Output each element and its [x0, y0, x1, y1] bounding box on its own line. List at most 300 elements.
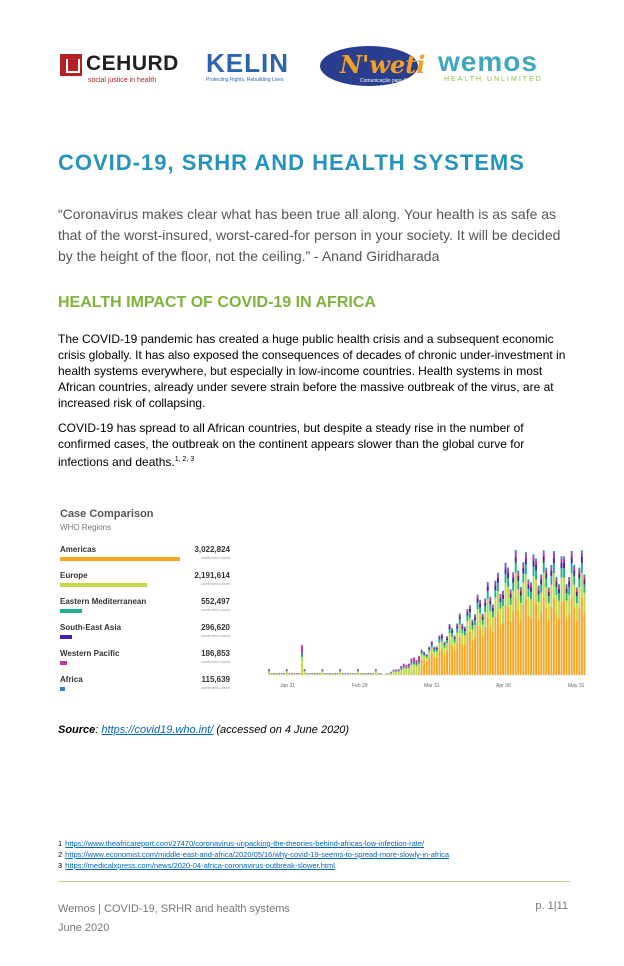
timeseries-bar-segment	[316, 674, 318, 675]
timeseries-bar-segment	[543, 553, 545, 557]
timeseries-bar-segment	[477, 595, 479, 597]
region-bar	[60, 583, 147, 587]
timeseries-bar-segment	[500, 602, 502, 608]
footnote-link[interactable]: https://medicalxpress.com/news/2020-04-africa-coronavirus-outbreak-slower.html	[65, 861, 335, 870]
timeseries-bar-segment	[568, 582, 570, 587]
timeseries-bar-segment	[558, 589, 560, 594]
timeseries-bar-segment	[438, 637, 440, 639]
timeseries-bar-segment	[444, 642, 446, 643]
timeseries-bar-segment	[268, 671, 270, 674]
timeseries-bar-segment	[482, 614, 484, 615]
timeseries-bar-segment	[355, 674, 357, 675]
timeseries-bar-segment	[563, 559, 565, 563]
timeseries-bar-segment	[349, 674, 351, 675]
timeseries-bar-segment	[293, 674, 295, 675]
timeseries-bar-segment	[520, 591, 522, 595]
region-name: Africa	[60, 675, 83, 684]
region-bar	[60, 609, 82, 613]
timeseries-bar-segment	[446, 651, 448, 675]
timeseries-bar-segment	[469, 609, 471, 612]
timeseries-bar-segment	[449, 629, 451, 633]
timeseries-bar-segment	[431, 641, 433, 642]
timeseries-bar-segment	[494, 598, 496, 617]
timeseries-bar-segment	[400, 670, 402, 675]
timeseries-bar-segment	[538, 587, 540, 590]
timeseries-bar-segment	[505, 605, 507, 675]
timeseries-bar-segment	[479, 600, 481, 602]
timeseries-bar-segment	[393, 670, 395, 671]
timeseries-bar-segment	[339, 671, 341, 672]
nweti-tagline: Comunicação para Saúde	[360, 78, 418, 84]
timeseries-bar-segment	[375, 671, 377, 674]
timeseries-bar-segment	[558, 584, 560, 586]
timeseries-bar-segment	[271, 674, 273, 675]
timeseries-bar-segment	[578, 568, 580, 570]
timeseries-bar-segment	[578, 570, 580, 573]
timeseries-bar-segment	[319, 674, 321, 675]
timeseries-bar-segment	[576, 596, 578, 603]
timeseries-bar-segment	[515, 573, 517, 598]
timeseries-bar-segment	[561, 568, 563, 577]
timeseries-bar-segment	[535, 564, 537, 570]
footnote-link[interactable]: https://www.theafricareport.com/27470/coronavirus-unpacking-the-theories-behind-africas-low-infection-rate/	[65, 839, 425, 848]
timeseries-bar-segment	[502, 623, 504, 675]
timeseries-bar-segment	[334, 674, 336, 675]
footnote-link[interactable]: https://www.economist.com/middle-east-and-africa/2020/05/16/why-covid-19-seems-to-spread-more-slowly-in-africa	[65, 850, 450, 859]
wemos-tagline: HEALTH UNLIMITED	[444, 76, 543, 83]
timeseries-bar-segment	[482, 637, 484, 675]
timeseries-bar-segment	[538, 602, 540, 620]
timeseries-bar-segment	[583, 613, 585, 675]
timeseries-bar-segment	[408, 668, 410, 674]
region-bar	[60, 661, 67, 665]
timeseries-bar-segment	[512, 572, 514, 574]
timeseries-bar-segment	[438, 636, 440, 637]
timeseries-bar-segment	[489, 611, 491, 627]
timeseries-bar-segment	[428, 657, 430, 675]
timeseries-bar-segment	[421, 651, 423, 652]
timeseries-bar-segment	[469, 618, 471, 632]
footnote-number: 3	[58, 861, 63, 870]
timeseries-bar-segment	[512, 611, 514, 675]
footer-doc-title: Wemos | COVID-19, SRHR and health systems	[58, 903, 290, 915]
timeseries-bar-segment	[578, 573, 580, 578]
timeseries-bar-segment	[451, 629, 453, 630]
timeseries-bar-segment	[342, 674, 344, 675]
timeseries-bar-segment	[421, 650, 423, 651]
timeseries-bar-segment	[431, 643, 433, 645]
timeseries-bar-segment	[512, 591, 514, 612]
timeseries-bar-segment	[301, 645, 303, 646]
timeseries-bar-segment	[324, 674, 326, 675]
timeseries-bar-segment	[446, 637, 448, 638]
timeseries-bar-segment	[507, 608, 509, 675]
timeseries-bar-segment	[444, 642, 446, 643]
timeseries-bar-segment	[548, 589, 550, 592]
timeseries-bar-segment	[535, 570, 537, 579]
timeseries-bar-segment	[438, 650, 440, 675]
timeseries-bar-segment	[311, 674, 313, 675]
timeseries-bar-segment	[423, 653, 425, 654]
timeseries-bar-segment	[535, 561, 537, 564]
footnote-number: 2	[58, 850, 63, 859]
timeseries-bar-segment	[449, 633, 451, 643]
region-value: 296,620	[201, 623, 230, 632]
timeseries-bar-segment	[441, 649, 443, 675]
timeseries-bar-segment	[433, 647, 435, 648]
timeseries-bar-segment	[403, 667, 405, 668]
timeseries-bar-segment	[472, 630, 474, 641]
timeseries-bar-segment	[538, 620, 540, 675]
timeseries-bar-segment	[487, 584, 489, 587]
timeseries-bar-segment	[426, 658, 428, 662]
x-tick-label: Feb 29	[352, 683, 368, 689]
timeseries-bar-segment	[568, 614, 570, 675]
timeseries-bar-segment	[489, 598, 491, 600]
timeseries-bar-segment	[482, 617, 484, 620]
timeseries-bar-segment	[497, 575, 499, 578]
timeseries-bar-segment	[433, 652, 435, 658]
timeseries-bar-segment	[484, 598, 486, 600]
timeseries-bar-segment	[278, 674, 280, 675]
timeseries-bar-segment	[431, 654, 433, 675]
timeseries-bar-segment	[497, 583, 499, 591]
timeseries-bar-segment	[469, 612, 471, 618]
timeseries-bar-segment	[505, 568, 507, 574]
timeseries-bar-segment	[281, 674, 283, 675]
timeseries-bar-segment	[459, 637, 461, 675]
timeseries-bar-segment	[487, 582, 489, 584]
timeseries-bar-segment	[375, 669, 377, 670]
case-comparison-chart	[58, 505, 588, 705]
timeseries-bar-segment	[321, 669, 323, 670]
timeseries-bar-segment	[464, 645, 466, 675]
timeseries-bar-segment	[459, 615, 461, 617]
timeseries-bar-segment	[578, 578, 580, 587]
timeseries-bar-segment	[550, 607, 552, 675]
timeseries-bar-segment	[466, 616, 468, 621]
timeseries-bar-segment	[553, 551, 555, 553]
timeseries-bar-segment	[505, 565, 507, 568]
nweti-name: N'weti	[340, 50, 426, 79]
timeseries-bar-segment	[405, 668, 407, 669]
timeseries-bar-segment	[449, 625, 451, 627]
timeseries-bar-segment	[466, 634, 468, 675]
timeseries-bar-segment	[545, 568, 547, 570]
timeseries-bar-segment	[533, 566, 535, 576]
timeseries-bar-segment	[494, 583, 496, 586]
timeseries-bar-segment	[535, 603, 537, 675]
timeseries-bar-segment	[550, 565, 552, 567]
timeseries-bar-segment	[461, 629, 463, 633]
timeseries-bar-segment	[494, 581, 496, 583]
timeseries-bar-segment	[510, 598, 512, 605]
timeseries-bar-segment	[400, 666, 402, 668]
timeseries-bar-segment	[507, 570, 509, 573]
nweti-logo	[320, 46, 426, 90]
timeseries-bar-segment	[540, 580, 542, 585]
region-name: Americas	[60, 545, 97, 554]
timeseries-bar-segment	[431, 647, 433, 654]
timeseries-bar-segment	[428, 648, 430, 649]
timeseries-bar-segment	[339, 669, 341, 670]
timeseries-bar-segment	[576, 621, 578, 675]
timeseries-bar-segment	[423, 656, 425, 661]
timeseries-bar-segment	[301, 657, 303, 674]
source-link[interactable]: https://covid19.who.int/	[101, 724, 214, 736]
timeseries-bar-segment	[530, 583, 532, 585]
timeseries-bar-segment	[558, 593, 560, 600]
timeseries-bar-segment	[482, 615, 484, 617]
timeseries-bar-segment	[545, 573, 547, 578]
cehurd-emblem-icon	[60, 54, 82, 76]
footnote-number: 1	[58, 839, 63, 848]
footnote-refs: 1, 2, 3	[174, 456, 195, 463]
kelin-name: KELIN	[206, 48, 289, 78]
timeseries-bar-segment	[545, 578, 547, 587]
timeseries-bar-segment	[550, 585, 552, 607]
timeseries-bar-segment	[573, 576, 575, 585]
timeseries-bar-segment	[517, 581, 519, 589]
timeseries-bar-segment	[489, 626, 491, 675]
timeseries-bar-segment	[461, 624, 463, 625]
timeseries-bar-segment	[492, 606, 494, 608]
timeseries-bar-segment	[410, 659, 412, 663]
timeseries-bar-segment	[421, 652, 423, 654]
region-unit: confirmed cases	[200, 685, 230, 690]
timeseries-bar-segment	[502, 591, 504, 593]
timeseries-bar-segment	[472, 625, 474, 629]
timeseries-bar-segment	[566, 593, 568, 600]
timeseries-bar-segment	[441, 641, 443, 649]
partner-logos	[58, 44, 568, 96]
timeseries-bar-segment	[497, 573, 499, 575]
x-tick-label: Apr 30	[496, 683, 511, 689]
timeseries-bar-segment	[571, 551, 573, 553]
timeseries-bar-segment	[367, 674, 369, 675]
timeseries-bar-segment	[344, 674, 346, 675]
timeseries-bar-segment	[576, 589, 578, 592]
timeseries-bar-segment	[533, 576, 535, 600]
timeseries-bar-segment	[339, 671, 341, 674]
timeseries-bar-segment	[454, 636, 456, 637]
timeseries-bar-segment	[426, 655, 428, 656]
timeseries-bar-segment	[538, 595, 540, 602]
timeseries-bar-segment	[561, 559, 563, 563]
timeseries-bar-segment	[421, 654, 423, 659]
timeseries-bar-segment	[398, 669, 400, 670]
timeseries-bar-segment	[502, 592, 504, 595]
footer-divider	[58, 881, 570, 882]
timeseries-bar-segment	[464, 635, 466, 645]
timeseries-bar-segment	[576, 592, 578, 596]
timeseries-bar-segment	[449, 643, 451, 675]
timeseries-bar-segment	[431, 645, 433, 648]
timeseries-bar-segment	[484, 612, 486, 627]
timeseries-bar-segment	[555, 577, 557, 579]
timeseries-bar-segment	[472, 621, 474, 623]
paragraph-2	[58, 420, 578, 470]
footnote-1	[58, 838, 568, 849]
timeseries-bar-segment	[573, 585, 575, 607]
timeseries-bar-segment	[321, 671, 323, 674]
timeseries-bar-segment	[479, 604, 481, 608]
timeseries-bar-segment	[413, 662, 415, 664]
timeseries-bar-segment	[418, 664, 420, 674]
timeseries-bar-segment	[413, 664, 415, 674]
timeseries-bar-segment	[288, 674, 290, 675]
region-name: Western Pacific	[60, 649, 120, 658]
timeseries-bar-segment	[563, 556, 565, 558]
timeseries-bar-segment	[464, 629, 466, 631]
timeseries-bar-segment	[525, 558, 527, 564]
timeseries-bar-segment	[494, 585, 496, 590]
timeseries-bar-segment	[454, 650, 456, 675]
timeseries-bar-segment	[576, 603, 578, 621]
timeseries-bar-segment	[426, 662, 428, 675]
timeseries-bar-segment	[520, 589, 522, 592]
timeseries-bar-segment	[548, 596, 550, 603]
timeseries-bar-segment	[568, 587, 570, 595]
timeseries-bar-segment	[477, 609, 479, 625]
timeseries-bar-segment	[327, 674, 329, 675]
timeseries-bar-segment	[454, 637, 456, 639]
region-value: 186,853	[201, 649, 230, 658]
timeseries-bar-segment	[527, 616, 529, 675]
wemos-logo	[438, 46, 543, 83]
paragraph-2-text: COVID-19 has spread to all African countries, but despite a steady rise in the number of confirmed cases, the outbreak on the continent appears slower than the global curve for infections and deaths.	[58, 421, 525, 469]
timeseries-bar-segment	[395, 671, 397, 672]
timeseries-bar-segment	[550, 567, 552, 570]
timeseries-bar-segment	[492, 604, 494, 605]
timeseries-bar-segment	[515, 598, 517, 675]
timeseries-bar-segment	[428, 652, 430, 658]
timeseries-bar-segment	[357, 669, 359, 670]
timeseries-bar-segment	[337, 674, 339, 675]
x-tick-label: May 31	[568, 683, 585, 689]
timeseries-chart	[268, 535, 586, 695]
timeseries-bar-segment	[438, 643, 440, 651]
timeseries-bar-segment	[472, 641, 474, 675]
timeseries-bar-segment	[533, 557, 535, 561]
timeseries-bar-segment	[563, 601, 565, 675]
wemos-name: wemos	[438, 46, 538, 77]
timeseries-bar-segment	[456, 623, 458, 624]
timeseries-bar-segment	[314, 674, 316, 675]
region-bar	[60, 557, 180, 561]
timeseries-bar-segment	[545, 587, 547, 608]
timeseries-bar-segment	[520, 620, 522, 675]
x-tick-label: Mar 31	[424, 683, 440, 689]
timeseries-bar-segment	[566, 619, 568, 675]
timeseries-bar-segment	[416, 664, 418, 665]
footnotes	[58, 838, 568, 871]
timeseries-bar-segment	[329, 674, 331, 675]
timeseries-bar-segment	[474, 617, 476, 620]
timeseries-bar-segment	[555, 587, 557, 595]
timeseries-bar-segment	[352, 674, 354, 675]
timeseries-bar-segment	[553, 598, 555, 675]
timeseries-bar-segment	[533, 554, 535, 556]
timeseries-bar-segment	[444, 648, 446, 655]
timeseries-bar-segment	[571, 598, 573, 675]
timeseries-bar-segment	[525, 552, 527, 554]
kelin-tagline: Protecting Rights, Rebuilding Lives	[206, 77, 284, 83]
timeseries-bar-segment	[561, 578, 563, 602]
timeseries-bar-segment	[321, 671, 323, 672]
timeseries-bar-segment	[357, 671, 359, 672]
timeseries-bar-segment	[578, 608, 580, 675]
timeseries-bar-segment	[418, 661, 420, 663]
timeseries-bar-segment	[525, 564, 527, 574]
timeseries-bar-segment	[431, 642, 433, 643]
timeseries-bar-segment	[571, 573, 573, 598]
timeseries-bar-segment	[527, 597, 529, 616]
timeseries-bar-segment	[555, 579, 557, 582]
timeseries-bar-segment	[550, 570, 552, 576]
region-bar	[60, 635, 72, 639]
timeseries-bar-segment	[433, 647, 435, 648]
timeseries-bar-segment	[276, 674, 278, 675]
timeseries-bar-segment	[299, 674, 301, 675]
timeseries-bar-segment	[581, 557, 583, 563]
timeseries-bar-segment	[388, 674, 390, 675]
timeseries-bar-segment	[487, 591, 489, 598]
timeseries-bar-segment	[474, 625, 476, 637]
timeseries-bar-segment	[370, 674, 372, 675]
region-row	[60, 675, 260, 707]
timeseries-bar-segment	[362, 674, 364, 675]
timeseries-bar-segment	[418, 656, 420, 660]
timeseries-bar-segment	[517, 573, 519, 576]
timeseries-bar-segment	[581, 563, 583, 573]
timeseries-bar-segment	[510, 591, 512, 594]
timeseries-bar-segment	[548, 603, 550, 621]
timeseries-bar-segment	[561, 556, 563, 558]
timeseries-bar-segment	[492, 631, 494, 675]
timeseries-bar-segment	[512, 577, 514, 582]
timeseries-bar-segment	[494, 616, 496, 675]
timeseries-bar-segment	[390, 672, 392, 673]
timeseries-bar-segment	[413, 658, 415, 662]
timeseries-bar-segment	[583, 585, 585, 593]
timeseries-bar-segment	[466, 609, 468, 610]
timeseries-bar-segment	[477, 625, 479, 675]
timeseries-bar-segment	[538, 590, 540, 594]
timeseries-bar-segment	[479, 613, 481, 628]
chart-title: Case Comparison	[60, 508, 154, 520]
timeseries-bar-segment	[413, 662, 415, 663]
timeseries-bar-segment	[555, 582, 557, 587]
timeseries-bar-segment	[395, 670, 397, 671]
timeseries-bar-segment	[507, 567, 509, 569]
timeseries-bar-segment	[433, 650, 435, 652]
region-unit: confirmed cases	[200, 607, 230, 612]
timeseries-bar-segment	[535, 580, 537, 603]
timeseries-bar-segment	[474, 614, 476, 615]
timeseries-bar-segment	[489, 597, 491, 599]
timeseries-bar-segment	[500, 625, 502, 675]
timeseries-bar-segment	[500, 609, 502, 625]
timeseries-bar-segment	[436, 652, 438, 658]
timeseries-bar-segment	[571, 554, 573, 558]
footnote-3	[58, 860, 568, 871]
timeseries-bar-segment	[525, 574, 527, 599]
timeseries-bar-segment	[510, 605, 512, 622]
timeseries-bar-segment	[507, 573, 509, 578]
timeseries-bar-segment	[461, 633, 463, 643]
timeseries-bar-segment	[520, 587, 522, 589]
